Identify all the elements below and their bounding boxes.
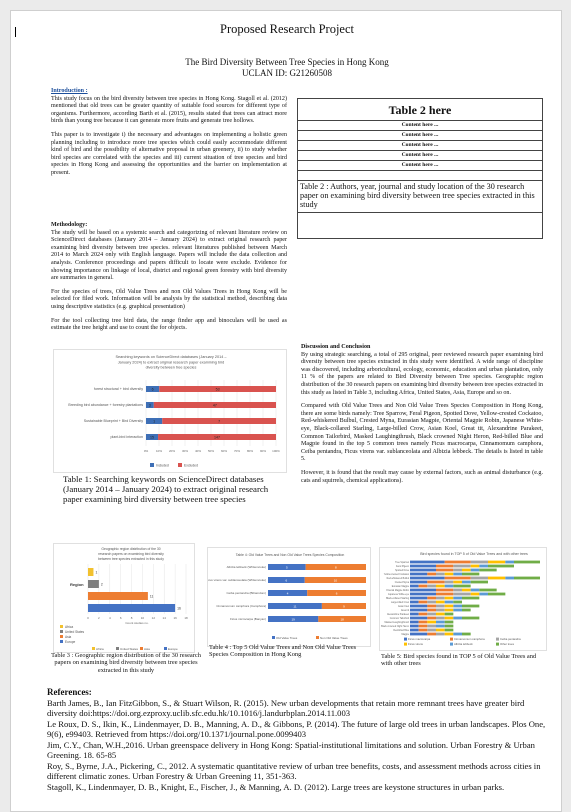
bar-segment — [488, 565, 514, 568]
references-section — [47, 687, 547, 793]
bar-segment — [462, 609, 471, 612]
tick-label: 50% — [207, 449, 215, 453]
bar-segment — [445, 633, 454, 636]
data-label: 16 — [177, 606, 181, 611]
data-label: 11 — [293, 604, 297, 609]
bar-segment — [419, 621, 428, 624]
category-label: plant-bird interaction — [110, 435, 143, 439]
bar-segment — [471, 581, 488, 584]
bar-segment — [427, 601, 436, 604]
bar-segment — [479, 593, 488, 596]
category-label: Black-collared Starling — [386, 597, 409, 600]
figure-4-chart — [379, 547, 547, 651]
legend-swatch — [450, 643, 453, 646]
legend-label: Ficus macrocarpa — [408, 637, 431, 641]
category-label: Crested Myna — [394, 581, 409, 584]
legend-swatch — [60, 625, 63, 628]
discussion-section — [301, 344, 543, 491]
bar-segment — [436, 629, 445, 632]
introduction-section — [51, 88, 287, 184]
tick-label: 70% — [233, 449, 241, 453]
legend-label: Cinnamomum camphora — [454, 637, 485, 641]
bar-segment — [471, 589, 480, 592]
category-label: Masked Laughingthrush — [384, 621, 409, 624]
introduction-heading: Introduction : — [51, 88, 88, 94]
keyword-search-chart — [54, 350, 288, 474]
chart-title: Bird species found in TOP 5 of Old Value Trees and with other trees — [420, 552, 528, 556]
bar-segment — [419, 629, 428, 632]
category-label: Alexandrine Parakeet — [387, 613, 409, 616]
legend-swatch — [316, 636, 319, 639]
bar-segment — [436, 613, 445, 616]
category-label: Ficus virens var. sublanceolata (Whitemcoke) — [208, 578, 266, 582]
bar-segment — [453, 569, 462, 572]
bar-segment — [410, 629, 419, 632]
uclan-id: UCLAN ID: G21260508 — [242, 68, 332, 78]
data-label: 47 — [212, 403, 217, 408]
bar-segment — [427, 633, 436, 636]
bar-segment — [419, 585, 428, 588]
legend-label: Europe — [168, 647, 178, 651]
data-label: 2 — [100, 582, 103, 587]
bar-segment — [453, 565, 470, 568]
category-label: Common Tailorbird — [389, 617, 409, 620]
bar-segment — [453, 593, 470, 596]
figure-4-caption: Table 5: Bird species found in TOP 5 of Old Value Trees and with other trees — [381, 653, 537, 668]
bar-segment — [445, 561, 471, 564]
figure-2-caption: Table 3 : Geographic region distribution of the 30 research papers on examining bird diversity between tree species extracted in this study — [51, 652, 201, 674]
chart-title: between tree species extracted in this study — [98, 556, 164, 561]
bar-segment — [453, 585, 470, 588]
bar-segment — [410, 621, 419, 624]
bar-segment — [505, 577, 514, 580]
bar-segment — [419, 625, 428, 628]
data-label: 7 — [218, 419, 221, 424]
legend-label: Asia — [144, 647, 150, 651]
figure-3-chart — [207, 547, 371, 647]
y-axis-label: Region — [70, 582, 84, 587]
legend-swatch — [496, 638, 499, 641]
bar-segment — [427, 629, 436, 632]
bar-segment — [479, 565, 488, 568]
tick-label: 40% — [194, 449, 202, 453]
data-label: 147 — [214, 435, 221, 440]
chart-title: Table 4: Old Value Trees and Non Old Value Trees Species Composition — [235, 553, 345, 557]
chart-title: January 2024) to extract original research paper examining bird — [117, 360, 225, 365]
introduction-paragraph-1: This study focus on the bird diversity between tree species in Hong Kong. Stagoll et al. (2012) mentioned that old trees can be greater quantity of suitable food sources for different type of organisms. Furthermore, according Barth et al. (2015), results stated that trees can attract more birds than young tree because it can generate more fruits and generate tree hollows. — [51, 95, 287, 125]
bar-segment — [427, 609, 436, 612]
bar-segment — [427, 605, 436, 608]
bar-segment — [445, 629, 454, 632]
chart-title: diversity between tree species — [145, 365, 197, 370]
legend-label: Africa — [96, 647, 104, 651]
bar-segment — [453, 597, 462, 600]
bar-segment — [410, 633, 427, 636]
tick-label: 20% — [168, 449, 176, 453]
category-label: Asia — [65, 635, 72, 639]
tick-label: 12 — [151, 616, 156, 620]
figure-1-chart — [53, 349, 287, 473]
bar-segment — [410, 573, 427, 576]
table-2-row: Content here ... — [298, 121, 542, 131]
table-2-row: Content here ... — [298, 161, 542, 171]
legend-swatch — [92, 647, 95, 650]
methodology-paragraph-2: For the species of trees, Old Value Trees and non Old Values Trees in Hong Kong will be selected for filed work. Information will be analysis by the statistical method, describing data using descriptive statistics (e.g. graphical presentation) — [51, 288, 287, 310]
bar-segment — [471, 561, 488, 564]
data-label: 6 — [285, 578, 288, 583]
bar-segment — [445, 625, 454, 628]
bar-segment — [436, 633, 445, 636]
category-label: Spotted Dove — [395, 569, 409, 572]
methodology-paragraph-3: For the tool collecting tree bird data, the range finder app and binoculars will be used as estimate the tree height and use to count the for objects. — [51, 317, 287, 332]
legend-swatch — [272, 636, 275, 639]
table-2-row: Content here ... — [298, 131, 542, 141]
bar-segment — [410, 593, 436, 596]
bar-segment — [436, 589, 453, 592]
bar-segment — [419, 613, 428, 616]
bar-segment — [445, 621, 454, 624]
methodology-heading: Methodology: — [51, 222, 88, 228]
bar-segment — [488, 593, 505, 596]
bar-segment — [462, 597, 479, 600]
data-label: 1 — [95, 570, 98, 575]
data-label: 3 — [148, 403, 151, 408]
bar-segment — [436, 601, 445, 604]
legend-label: Included — [156, 463, 169, 468]
legend-swatch — [150, 463, 154, 467]
category-label: Red-whiskered Bulbul — [386, 577, 409, 580]
bar-segment — [479, 589, 496, 592]
introduction-paragraph-2: This paper is to investigate i) the necessary and advantages on implementing a holistic green planning including to introduce more tree species which could easily accommodate different kind of bird and the possibility of alternative proposal in urban greenery, ii) to study whether bird species are correlated with the species and iii) current situation of tree species and bird species in Hong Kong and assessing the opportunities and the barrier on implementation at present. — [51, 131, 287, 176]
category-label: Cinnamomum camphora (Camphora) — [216, 604, 266, 608]
bar-segment — [505, 561, 514, 564]
data-label: 18 — [340, 617, 344, 622]
table-2 — [297, 98, 543, 239]
legend-label: United States — [120, 647, 139, 651]
bar-segment — [410, 581, 427, 584]
bar-segment — [436, 617, 445, 620]
data-label: 11 — [149, 594, 154, 599]
data-label: 1 — [153, 419, 156, 424]
table-2-header: Table 2 here — [298, 99, 542, 121]
bar-segment — [436, 605, 445, 608]
legend-swatch — [178, 463, 182, 467]
bar-segment — [410, 617, 427, 620]
bar-segment — [445, 609, 454, 612]
document-title: Proposed Research Project — [220, 22, 354, 36]
bar-segment — [410, 625, 419, 628]
bar-segment — [410, 589, 436, 592]
bar-segment — [410, 577, 445, 580]
bar-segment — [445, 617, 454, 620]
bar-segment — [410, 601, 419, 604]
legend-label: Albizia lebbeck — [454, 642, 473, 646]
data-label: 10 — [333, 578, 338, 583]
bar-segment — [488, 561, 505, 564]
data-label: 5 — [286, 565, 288, 570]
reference-item: Stagoll, K., Lindenmayer, D. B., Knight, E., Fischer, J., & Manning, A. D. (2012). Large trees are keystone structures in urban parks. — [47, 782, 505, 792]
category-label: Tree Sparrow — [395, 561, 409, 564]
tree-composition-chart — [208, 548, 372, 648]
category-label: Large-billed Crow — [390, 601, 409, 604]
bar-segment — [488, 577, 505, 580]
bar-segment — [410, 569, 436, 572]
bar-segment — [445, 605, 454, 608]
category-label: Asian Koel — [398, 605, 409, 608]
bar-segment — [410, 605, 427, 608]
category-label: forest structural + bird diversity — [93, 387, 143, 391]
bar-segment — [462, 569, 471, 572]
bar-segment — [436, 573, 445, 576]
legend-swatch — [140, 647, 143, 650]
legend-swatch — [60, 635, 63, 638]
table-2-blank-row — [298, 213, 542, 238]
region-distribution-chart — [54, 544, 196, 654]
bar-segment — [453, 609, 462, 612]
bar-segment — [445, 585, 454, 588]
figure-3-caption: Table 4 : Top 5 Old Value Trees and Non Old Value Trees Species Composition in Hong Kong — [209, 644, 357, 659]
discussion-heading: Discussion and Conclusion — [301, 344, 371, 350]
category-label: Oriental Magpie Robin — [386, 589, 409, 592]
bar-segment — [410, 561, 445, 564]
category-label: Yellow-crested Cockatoo — [383, 573, 409, 576]
category-label: Ceiba pentandra (Bthamdom) — [226, 591, 266, 595]
bar-segment — [453, 573, 462, 576]
legend-swatch — [450, 638, 453, 641]
bar-segment — [427, 621, 436, 624]
tick-label: 4 — [108, 616, 111, 620]
bar-segment — [445, 597, 454, 600]
tick-label: 0% — [143, 449, 149, 453]
discussion-paragraph-1: By using strategic searching, a total of 295 original, peer reviewed research paper examining bird diversity between tree species extracted in this study were identified. A wide range of discipline was discovered, including arboricultural, ecology, economic, education and urban plantation, only 11 % of the papers are related to Bird Diversity between Tree species. Geographic region distribution of the 30 research papers on examining bird diversity between tree species extracted in this study as listed in Table 3, including Africa, United States, Asia, Europe and so on. — [301, 351, 543, 396]
tick-label: 8 — [130, 616, 133, 620]
tick-label: 80% — [246, 449, 254, 453]
category-label: Africa — [65, 625, 74, 629]
category-label: United States — [65, 630, 85, 634]
discussion-paragraph-2: Compared with Old Value Trees and Non Old Value Trees Species Composition in Hong Kong, there are some birds namely: Tree Sparrow, Feral Pigeon, Spotted Dove, Yellow-crested Cockatoo, Red-whiskered Bulbul, Crested Myna, Eurasian Magpie, Oriental Magpie Robin, Japanese White-eye, Black-collared Starling, Large-billed Crow, Asian Koel, Great tit, Alexandrine Parakeet, Common Tailorbird, Masked Laughingthrush, Black crowned Night Heron, Red-billed Blue and Magpie found in the top 5 common trees namely Ficus macrocarpa, Cinnamomum camphora, Ceiba pentandra, Ficus virens var. sublanceolata and Albizia lebbeck. The details is listed in table 5. — [301, 403, 543, 463]
legend-swatch — [496, 643, 499, 646]
chart-title: Searching keywords on ScienceDirect databases (January 2014 – — [115, 355, 227, 359]
x-axis-label: Count studies no. — [125, 621, 149, 625]
tick-label: 30% — [181, 449, 189, 453]
bar-segment — [471, 565, 480, 568]
bar-segment — [410, 613, 419, 616]
bar-segment — [427, 573, 436, 576]
bar-segment — [453, 601, 462, 604]
data-label: 9 — [343, 604, 345, 609]
bar — [88, 604, 175, 612]
category-label: Red-billed Blue — [393, 629, 409, 632]
table-2-row: Content here ... — [298, 151, 542, 161]
legend-label: Other trees — [500, 642, 514, 646]
category-label: Black crowned Night Heron — [381, 625, 409, 628]
bar-segment — [436, 569, 453, 572]
tick-label: 10% — [155, 449, 163, 453]
bar-segment — [445, 573, 454, 576]
bar-segment — [427, 617, 436, 620]
page-sheet — [10, 10, 562, 812]
category-label: Albizia lebbeck (Whitemcoke) — [226, 565, 266, 569]
category-label: Sustainable Blueprint + Bird Diversity — [83, 419, 143, 423]
table-2-row: Content here ... — [298, 141, 542, 151]
legend-label: Ficus virens — [408, 642, 423, 646]
figure-2-chart — [53, 543, 195, 653]
bar-segment — [436, 565, 453, 568]
bar-segment — [471, 593, 480, 596]
legend-label: Ceiba pentandra — [500, 637, 521, 641]
bar-segment — [462, 633, 471, 636]
bar-segment — [453, 581, 462, 584]
bar-segment — [410, 565, 436, 568]
bar-segment — [471, 569, 480, 572]
data-label: 8 — [335, 565, 337, 570]
category-label: Breeding bird abundance + forestry plantations — [68, 403, 143, 407]
bar-segment — [436, 597, 445, 600]
bar-segment — [427, 613, 436, 616]
legend-label: Non Old Value Trees — [320, 636, 348, 640]
tick-label: 6 — [119, 616, 122, 620]
references-heading: References: — [47, 687, 92, 697]
bar-segment — [471, 577, 488, 580]
legend-label: Excluded — [184, 463, 198, 468]
bar-segment — [462, 605, 479, 608]
category-label: Europe — [65, 640, 76, 644]
bar — [88, 568, 93, 576]
bar-segment — [453, 617, 462, 620]
data-label: 4 — [286, 591, 289, 596]
bar-segment — [410, 609, 427, 612]
tick-label: 2 — [98, 616, 100, 620]
bird-species-chart — [380, 548, 548, 652]
bar-segment — [453, 605, 462, 608]
reference-item: Le Roux, D. S., Ikin, K., Lindenmayer, D. B., Manning, A. D., & Gibbons, P. (2014). The future of large old trees in urban landscapes. Plos One, 9(6), e99403. Retrieved from https://doi.org/10.1371/journal.pone.0099403 — [47, 719, 546, 739]
bar-segment — [436, 593, 453, 596]
bar-segment — [436, 609, 445, 612]
bar-segment — [436, 625, 445, 628]
discussion-paragraph-3: However, it is found that the result may cause by external factors, such as animal disturbance (e.g. cats and squirrels, chemical applications). — [301, 469, 543, 484]
legend-swatch — [404, 638, 407, 641]
reference-item: Barth James, B., Ian FitzGibbon, S., & Stuart Wilson, R. (2015). New urban developments that retain more remnant trees have greater bird diversity doi:https://doi.org.ezproxy.uclib.sfc.edu.hk/10.1016/j.landurbplan.2014.11.003 — [47, 698, 525, 718]
bar-segment — [427, 581, 444, 584]
tick-label: 60% — [220, 449, 228, 453]
methodology-section — [51, 222, 287, 339]
legend-swatch — [404, 643, 407, 646]
bar-segment — [514, 561, 540, 564]
tick-label: 14 — [162, 616, 166, 620]
data-label: 6 — [335, 591, 338, 596]
category-label: Feral Pigeon — [395, 565, 409, 568]
data-label: 6 — [151, 387, 154, 392]
chart-title: research papers on examining bird diversity — [98, 551, 164, 556]
bar-segment — [445, 577, 471, 580]
tick-label: 18 — [184, 616, 188, 620]
category-label: Ficus microcarpa (Banyan) — [230, 617, 266, 621]
bar — [88, 592, 148, 600]
bar-segment — [462, 617, 479, 620]
bar-segment — [436, 585, 445, 588]
bar-segment — [479, 569, 496, 572]
bar-segment — [462, 589, 471, 592]
bar-segment — [436, 621, 445, 624]
methodology-paragraph-1: The study will be based on a systemic search and categorizing of relevant literature review on ScienceDirect databases (January 2014 – January 2024) to extract original research paper examining bird diversity between tree species. relevant literatures published between March 2014 to March 2024 only with English language. Papers will include the data collection and analysis. Conference proceedings and papers difficult to locate were exclude. Evidence for showing importance on linkage of local, district and regional green forestry with bird diversity are summaries in general. — [51, 229, 287, 282]
bar-segment — [445, 601, 454, 604]
chart-title: Geographic region distribution of the 30 — [101, 547, 161, 551]
bar-segment — [410, 597, 427, 600]
legend-swatch — [60, 630, 63, 633]
bar-segment — [410, 585, 419, 588]
table-2-caption: Table 2 : Authors, year, journal and study location of the 30 research paper on examining bird diversity between tree species extracted in this study — [298, 181, 542, 213]
bar-segment — [419, 601, 428, 604]
figure-1-caption: Table 1: Searching keywords on ScienceDirect databases (January 2014 – January 2024) to extract original research paper examining bird diversity between tree species — [63, 474, 269, 504]
table-2-row-empty — [298, 171, 542, 181]
tick-label: 16 — [173, 616, 177, 620]
tick-label: 90% — [259, 449, 267, 453]
bar-segment — [514, 577, 540, 580]
bar-segment — [462, 573, 479, 576]
tick-label: 100% — [272, 449, 280, 453]
category-label: Great tit — [400, 609, 409, 612]
data-label: 19 — [291, 617, 295, 622]
legend-swatch — [60, 640, 63, 643]
document-subtitle: The Bird Diversity Between Tree Species in Hong Kong — [185, 57, 389, 67]
data-label: 53 — [215, 387, 220, 392]
category-label: Japanese White-eye — [388, 593, 409, 596]
bar-segment — [445, 613, 454, 616]
bar — [88, 580, 99, 588]
legend-swatch — [164, 647, 167, 650]
bar-segment — [462, 581, 471, 584]
bar-segment — [427, 597, 436, 600]
tick-label: 10 — [140, 616, 145, 620]
bar-segment — [427, 585, 436, 588]
bar-segment — [453, 589, 462, 592]
reference-item: Roy, S., Byrne, J.A., Pickering, C., 2012. A systematic quantitative review of urban tree benefits, costs, and assessment methods across cities in different climatic zones. Urban Forestry & Urban Greening 11, 351-363. — [47, 761, 541, 781]
legend-label: Old Value Trees — [276, 636, 298, 640]
reference-item: Jim, C.Y., Chan, W.H.,2016. Urban greenspace delivery in Hong Kong: Spatial-institutional limitations and solution. Urban Forestry & Urban Greening. 18. 65-85 — [47, 740, 535, 760]
data-label: 15 — [150, 435, 155, 440]
legend-swatch — [116, 647, 119, 650]
bar-segment — [427, 625, 436, 628]
category-label: Magpie — [401, 633, 409, 636]
bar-segment — [453, 633, 462, 636]
bar-segment — [445, 581, 454, 584]
tick-label: 0 — [87, 616, 89, 620]
category-label: Eurasian Magpie — [391, 585, 409, 588]
